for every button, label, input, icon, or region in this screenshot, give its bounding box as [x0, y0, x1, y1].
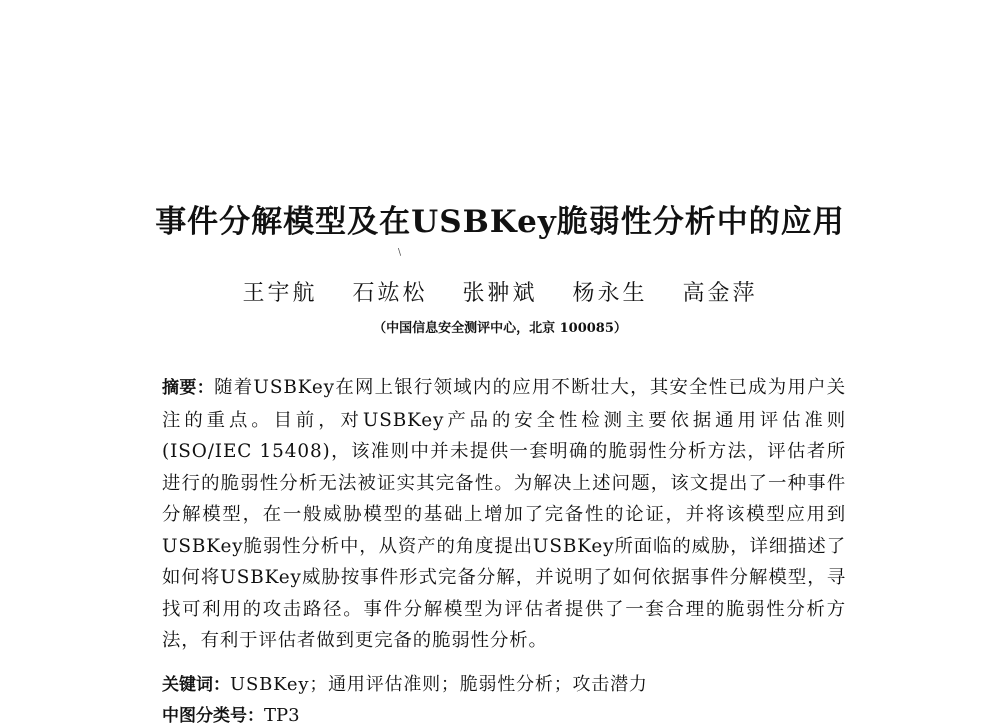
classification [162, 701, 862, 726]
abstract-label: 摘要： [162, 378, 215, 398]
classification-text: TP3 [264, 705, 300, 726]
classification-label: 中图分类号： [162, 706, 264, 726]
abstract-text: 随着USBKey在网上银行领域内的应用不断壮大，其安全性已成为用户关注的重点。目前，对USBKey产品的安全性检测主要依据通用评估准则(ISO/IEC 15408)，该准则中并未提供一套明确的脆弱性分析方法，评估者所进行的脆弱性分析无法被证实其完备性。为解决上述问题，该文提出了一种事件分解模型，在一般威胁模型的基础上增加了完备性的论证，并将该模型应用到USBKey脆弱性分析中，从资产的角度提出USBKey所面临的威胁，详细描述了如何将USBKey威胁按事件形式完备分解，并说明了如何依据事件分解模型，寻找可利用的攻击路径。事件分解模型为评估者提供了一套合理的脆弱性分析方法，有利于评估者做到更完备的脆弱性分析。 [162, 377, 847, 651]
author-name: 王宇航 [242, 281, 318, 306]
author-name: 石竑松 [352, 281, 428, 306]
author-name: 张翀斌 [462, 281, 538, 306]
abstract [162, 372, 846, 657]
author-list [0, 276, 1000, 307]
stray-mark: \ [398, 248, 402, 258]
author-name: 高金萍 [682, 281, 758, 306]
author-name: 杨永生 [572, 281, 648, 306]
paper-title: 事件分解模型及在USBKey脆弱性分析中的应用 [155, 204, 845, 240]
keywords-label: 关键词： [162, 675, 230, 695]
affiliation: （中国信息安全测评中心，北京 100085） [373, 321, 627, 336]
keywords-text: USBKey；通用评估准则；脆弱性分析；攻击潜力 [230, 674, 648, 695]
keywords [162, 670, 862, 696]
